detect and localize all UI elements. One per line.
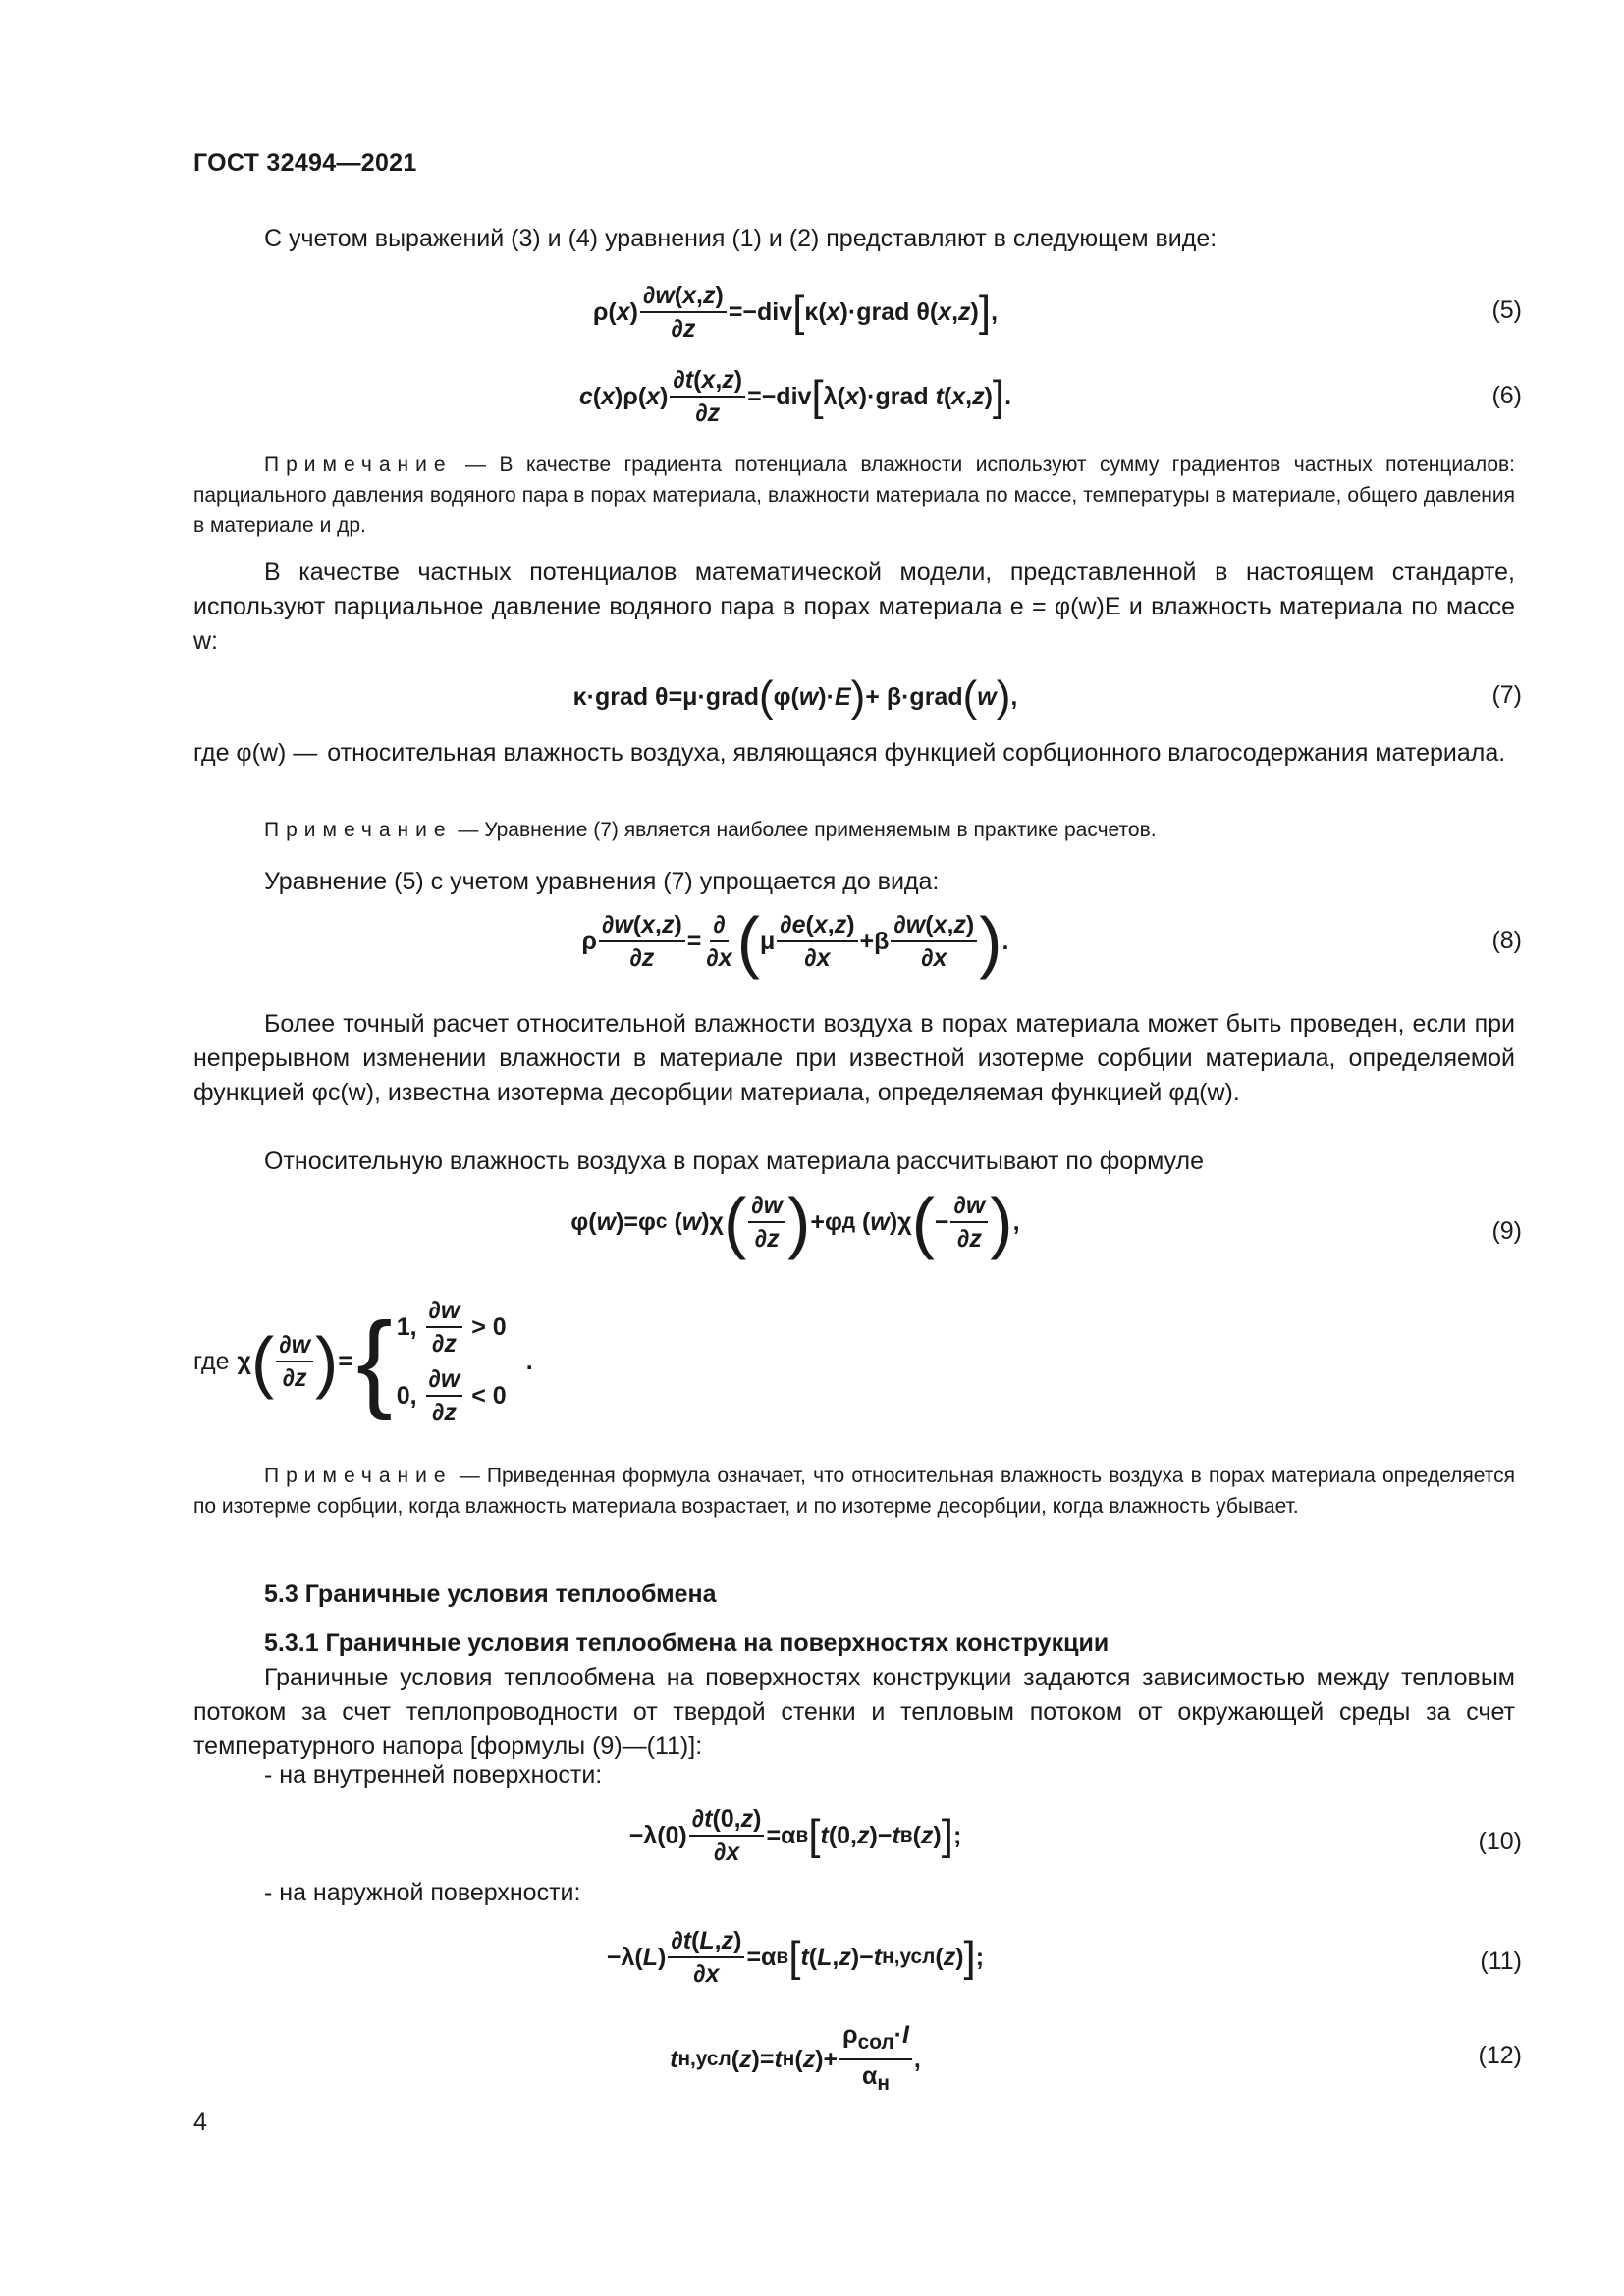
where-chi-prefix: где [193, 1347, 230, 1375]
eq-number-5: (5) [1491, 296, 1522, 324]
intro-paragraph: С учетом выражений (3) и (4) уравнения (1) и (2) представляют в следующем виде: [264, 225, 1218, 252]
formula-6: c ( x )ρ( x ) $\frac{\partial t(x,z)}{\partial z}$ =−div [ λ( x )·grad t ( x , z ) ] . [578, 366, 1012, 427]
section-heading-5-3: 5.3 Граничные условия теплообмена [264, 1580, 717, 1608]
note-text: — Приведенная формула означает, что относительная влажность воздуха в порах материала определяется по изотерме сорбции, когда влажность материала возрастает, и по изотерме десорбции, когда влажность убывает. [193, 1465, 1515, 1518]
formula-7: κ·grad θ=μ·grad ( φ( w )· E ) + β·grad ( w ) , [572, 672, 1018, 721]
formula-11: −λ( L ) $\frac{\partial t(L,z)}{\partial x}$ =α в [ t ( L , z )− t н,усл ( z ) ] ; [606, 1927, 985, 1988]
eq-number-7: (7) [1491, 681, 1522, 709]
note-1 [193, 450, 1515, 541]
formula-intro-paragraph: Относительную влажность воздуха в порах материала рассчитывают по формуле [264, 1148, 1205, 1175]
eq-number-6: (6) [1491, 382, 1522, 409]
where-phi [193, 736, 1515, 770]
chi-definition: где χ ( $\frac{\partial w}{\partial z}$ ) = { 1, $\frac{\partial w}{\partial z}$ > 0 0, $\frac{\partial w}{\partial z}$ < 0 . [193, 1297, 533, 1426]
list-item-outer: - на наружной поверхности: [264, 1879, 581, 1906]
formula-10: −λ(0) $\frac{\partial t(0,z)}{\partial x}$ =α в [ t (0, z )− t в ( z ) ] ; [628, 1805, 962, 1866]
precise-paragraph: Более точный расчет относительной влажности воздуха в порах материала может быть проведен, если при непрерывном изменении влажности в материале при известной изотерме сорбции материала, определяемой функцией φс(w), известна изотерма десорбции материала, определяемая функцией φд(w). [193, 1010, 1515, 1106]
list-item-inner: - на внутренней поверхности: [264, 1761, 603, 1789]
document-header: ГОСТ 32494—2021 [193, 149, 417, 177]
note-text: — Уравнение (7) является наиболее применяемым в практике расчетов. [452, 819, 1157, 841]
formula-9: φ( w )=φ c ( w )χ ( $\frac{\partial w}{\partial z}$ ) +φ д ( w )χ ( − $\frac{\partial w}{\partial z}$ ) , [570, 1184, 1020, 1260]
eq-number-9: (9) [1491, 1217, 1522, 1245]
section-heading-5-3-1: 5.3.1 Граничные условия теплообмена на поверхностях конструкции [264, 1629, 1110, 1657]
where-term: где φ(w) — [193, 739, 318, 767]
boundary-paragraph: Граничные условия теплообмена на поверхностях конструкции задаются зависимостью между тепловым потоком за счет теплопроводности от твердой стенки и тепловым потоком от окружающей среды за счет температурного напора [формулы (9)—(11)]: [193, 1664, 1515, 1760]
potentials-paragraph: В качестве частных потенциалов математической модели, представленной в настоящем стандарте, используют парциальное давление водяного пара в порах материала e = φ(w)E и влажность материала по массе w: [193, 559, 1515, 655]
note-label: Примечание [264, 1465, 453, 1487]
eq-number-10: (10) [1478, 1828, 1522, 1855]
where-description: относительная влажность воздуха, являющаяся функцией сорбционного влагосодержания материала. [327, 739, 1506, 767]
note-label: Примечание [264, 819, 453, 841]
note-2 [193, 815, 1515, 845]
simplify-paragraph: Уравнение (5) с учетом уравнения (7) упрощается до вида: [264, 868, 940, 895]
note-text: — В качестве градиента потенциала влажности используют сумму градиентов частных потенциалов: парциального давления водяного пара в порах материала, влажности материала по массе, температуры в материале, общего давления в материале и др. [193, 454, 1515, 537]
eq-number-8: (8) [1491, 927, 1522, 954]
eq-number-11: (11) [1480, 1948, 1522, 1975]
formula-8: ρ $\frac{\partial w(x,z)}{\partial z}$ = $\frac{\partial}{\partial x}$ ( μ $\frac{\partial e(x,z)}{\partial x}$ +β $\frac{\partial w(x,z)}{\partial x}$ ) . [581, 903, 1009, 980]
note-3 [193, 1461, 1515, 1522]
formula-12: t н,усл ( z )= t н ( z )+ $\frac{\rho_{сол}\cdot I}{\alpha_н}$ , [670, 2021, 921, 2095]
formula-5: ρ( x ) $\frac{\partial w(x,z)}{\partial z}$ =−div [ κ( x )·grad θ( x , z ) ] , [592, 282, 999, 343]
eq-number-12: (12) [1478, 2042, 1522, 2069]
page-number: 4 [193, 2109, 207, 2136]
note-label: Примечание [264, 454, 453, 476]
